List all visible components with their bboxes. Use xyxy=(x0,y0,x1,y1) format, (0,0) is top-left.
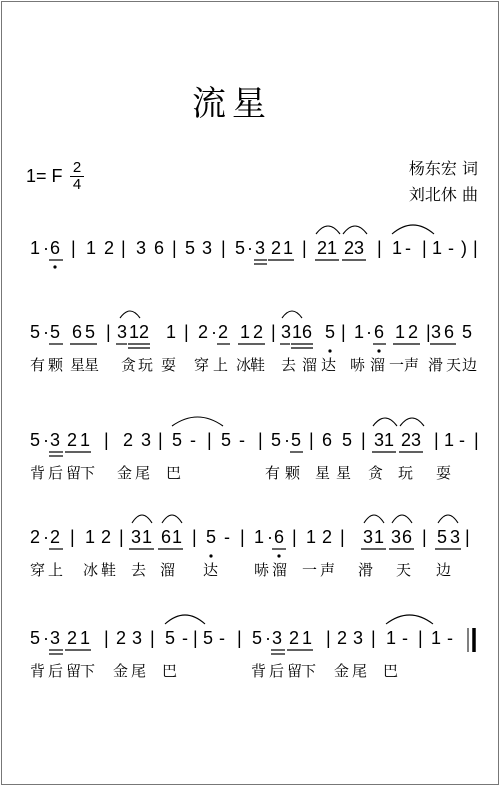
note: · xyxy=(267,527,273,547)
song-title: 流星 xyxy=(192,84,272,124)
note: 2 xyxy=(289,628,300,648)
note: - xyxy=(459,430,465,450)
note: 1 xyxy=(80,430,91,450)
lyric-char: 巴 xyxy=(383,662,399,680)
composer-role: 曲 xyxy=(461,185,480,204)
note: 1 xyxy=(142,527,153,547)
note: 3 xyxy=(411,430,422,450)
meter-top: 2 xyxy=(70,160,84,177)
note: · xyxy=(247,238,253,258)
note: 5 xyxy=(221,430,232,450)
note: 3 xyxy=(117,322,128,342)
note: - xyxy=(224,527,230,547)
slur-arc xyxy=(120,311,140,318)
note: 2 xyxy=(317,238,328,258)
lyric-char: 一 xyxy=(302,561,318,579)
note: 2 xyxy=(101,527,112,547)
note: 5 xyxy=(291,430,302,450)
note: 5 xyxy=(325,322,336,342)
note: 3 xyxy=(374,430,385,450)
slur-arc xyxy=(132,515,152,523)
note: 3 xyxy=(431,322,442,342)
octave-dot xyxy=(277,554,280,557)
lyric-char: 背 xyxy=(30,464,46,482)
note: 1 xyxy=(395,322,406,342)
note: 5 xyxy=(30,430,41,450)
barline: | xyxy=(207,430,212,450)
lyric-char: 声 xyxy=(320,561,336,579)
slur-arc xyxy=(364,515,384,523)
lyric-char: 金 xyxy=(117,464,133,482)
lyric-char: 耍 xyxy=(436,464,452,482)
note: 2 xyxy=(337,628,348,648)
note: - xyxy=(402,628,408,648)
lyric-char: 留 xyxy=(66,662,82,680)
lyric-char: 冰 xyxy=(236,356,252,374)
slur-arc xyxy=(400,418,424,426)
lyric-char: 一 xyxy=(389,356,405,374)
barline: | xyxy=(106,322,111,342)
lyric-char: 滑 xyxy=(428,356,444,374)
lyric-char: 背 xyxy=(251,662,267,680)
note: 5 xyxy=(50,322,61,342)
note: · xyxy=(284,430,290,450)
note: 1 xyxy=(327,238,338,258)
barline: | xyxy=(434,430,439,450)
note: 6 xyxy=(72,322,83,342)
note: 3 xyxy=(450,527,461,547)
lyric-char: 有 xyxy=(265,464,281,482)
lyric-char: 达 xyxy=(321,356,337,374)
note: 2 xyxy=(104,238,115,258)
barline: | xyxy=(237,628,242,648)
note: ) xyxy=(461,238,467,258)
note: 1 xyxy=(354,322,365,342)
note: 6 xyxy=(274,527,285,547)
barline: | xyxy=(258,430,263,450)
barline: | xyxy=(70,527,75,547)
note: · xyxy=(43,628,49,648)
note: 5 xyxy=(437,527,448,547)
note: · xyxy=(366,322,372,342)
lyric-char: 巴 xyxy=(166,464,182,482)
lyric-char: 上 xyxy=(48,561,64,579)
lyric-char: 溜 xyxy=(272,561,288,579)
note: 2 xyxy=(322,527,333,547)
note: 5 xyxy=(235,238,246,258)
lyric-char: 金 xyxy=(334,662,350,680)
barline: | xyxy=(240,527,245,547)
lyric-char: 哧 xyxy=(254,561,270,579)
lyricist-role: 词 xyxy=(461,159,480,178)
note: 3 xyxy=(132,628,143,648)
lyric-char: 尾 xyxy=(352,662,368,680)
note: 1 xyxy=(432,238,443,258)
note: 3 xyxy=(281,322,292,342)
lyric-char: 星 xyxy=(336,464,352,482)
lyric-char: 玩 xyxy=(398,464,414,482)
note: 1 xyxy=(80,628,91,648)
note: 1 xyxy=(166,322,177,342)
barline: | xyxy=(418,628,423,648)
note: - xyxy=(447,628,453,648)
lyric-char: 颗 xyxy=(285,464,301,482)
note: - xyxy=(239,430,245,450)
note: 5 xyxy=(252,628,263,648)
note: 3 xyxy=(50,430,61,450)
lyric-char: 天 xyxy=(396,561,412,579)
note: · xyxy=(43,322,49,342)
barline: | xyxy=(302,238,307,258)
note: 2 xyxy=(139,322,150,342)
lyric-char: 溜 xyxy=(302,356,318,374)
note: · xyxy=(211,322,217,342)
octave-dot xyxy=(53,265,56,268)
lyric-char: 巴 xyxy=(162,662,178,680)
note: 5 xyxy=(203,628,214,648)
lyric-char: 星 xyxy=(315,464,331,482)
note: 5 xyxy=(271,430,282,450)
note: 2 xyxy=(253,322,264,342)
note: 3 xyxy=(353,628,364,648)
lyric-char: 去 xyxy=(131,561,147,579)
lyric-char: 有 xyxy=(30,356,46,374)
note: 2 xyxy=(271,238,282,258)
barline: | xyxy=(121,238,126,258)
barline: | xyxy=(361,430,366,450)
lyric-char: 溜 xyxy=(160,561,176,579)
lyric-char: 声 xyxy=(404,356,420,374)
lyric-char: 穿 xyxy=(194,356,210,374)
lyric-char: 边 xyxy=(462,356,478,374)
note: 5 xyxy=(85,322,96,342)
slur-arc xyxy=(172,417,223,426)
barline: | xyxy=(184,322,189,342)
note: 5 xyxy=(342,430,353,450)
slur-arc xyxy=(162,515,182,523)
note: 1 xyxy=(374,527,385,547)
note: 6 xyxy=(402,527,413,547)
barline: | xyxy=(426,322,431,342)
note: 3 xyxy=(136,238,147,258)
lyric-char: 留 xyxy=(66,464,82,482)
barline: | xyxy=(340,527,345,547)
note: 3 xyxy=(391,527,402,547)
note: 1 xyxy=(306,527,317,547)
lyric-char: 鞋 xyxy=(250,356,266,374)
lyric-char: 贪 xyxy=(121,356,137,374)
note: · xyxy=(265,628,271,648)
barline: | xyxy=(193,628,198,648)
lyric-char: 后 xyxy=(269,662,285,680)
lyric-char: 下 xyxy=(80,464,96,482)
note: 3 xyxy=(50,628,61,648)
note: 3 xyxy=(141,430,152,450)
note: 1 xyxy=(283,238,294,258)
note: 1 xyxy=(129,322,140,342)
note: 1 xyxy=(240,322,251,342)
note: · xyxy=(43,527,49,547)
octave-dot xyxy=(377,349,380,352)
note: - xyxy=(182,628,188,648)
note: 1 xyxy=(302,628,313,648)
note: 3 xyxy=(272,628,283,648)
note: 2 xyxy=(116,628,127,648)
slur-arc xyxy=(392,515,412,523)
barline: | xyxy=(271,322,276,342)
note: 6 xyxy=(154,238,165,258)
barline: | xyxy=(292,527,297,547)
barline: | xyxy=(326,628,331,648)
slur-arc xyxy=(392,225,434,234)
lyric-char: 尾 xyxy=(135,464,151,482)
note: 2 xyxy=(123,430,134,450)
lyric-char: 下 xyxy=(301,662,317,680)
lyric-char: 哧 xyxy=(350,356,366,374)
barline: | xyxy=(119,527,124,547)
slur-arc xyxy=(316,226,340,234)
note: 2 xyxy=(50,527,61,547)
note: 2 xyxy=(30,527,41,547)
lyric-char: 穿 xyxy=(30,561,46,579)
note: 6 xyxy=(161,527,172,547)
note: 5 xyxy=(172,430,183,450)
lyric-char: 星 xyxy=(84,356,100,374)
lyric-char: 下 xyxy=(80,662,96,680)
note: 2 xyxy=(344,238,355,258)
lyric-char: 上 xyxy=(213,356,229,374)
note: 5 xyxy=(462,322,473,342)
slur-arc xyxy=(282,311,302,318)
meter-bottom: 4 xyxy=(72,176,82,193)
note: · xyxy=(43,430,49,450)
lyric-char: 颗 xyxy=(48,356,64,374)
barline: | xyxy=(465,527,470,547)
note: 1 xyxy=(172,527,183,547)
note: 2 xyxy=(218,322,229,342)
slur-arc xyxy=(373,418,397,426)
note: 6 xyxy=(374,322,385,342)
note: 5 xyxy=(206,527,217,547)
note: 2 xyxy=(198,322,209,342)
lyric-char: 天 xyxy=(446,356,462,374)
note: - xyxy=(448,238,454,258)
lyric-char: 耍 xyxy=(161,356,177,374)
note: 1 xyxy=(444,430,455,450)
note: 6 xyxy=(322,430,333,450)
note: 3 xyxy=(363,527,374,547)
note: 6 xyxy=(302,322,313,342)
barline: | xyxy=(473,238,478,258)
note: 3 xyxy=(131,527,142,547)
note: 6 xyxy=(50,238,61,258)
slur-arc xyxy=(165,615,205,624)
barline: | xyxy=(158,430,163,450)
barline: | xyxy=(474,430,479,450)
note: 1 xyxy=(384,430,395,450)
note: 1 xyxy=(85,527,96,547)
barline: | xyxy=(71,238,76,258)
note: 1 xyxy=(30,238,41,258)
composer-name: 刘北休 xyxy=(408,185,457,204)
note: - xyxy=(190,430,196,450)
note: 1 xyxy=(254,527,265,547)
note: 5 xyxy=(185,238,196,258)
note: 2 xyxy=(67,628,78,648)
note: - xyxy=(405,238,411,258)
note: 2 xyxy=(401,430,412,450)
note: 3 xyxy=(255,238,266,258)
note: 5 xyxy=(165,628,176,648)
lyric-char: 留 xyxy=(287,662,303,680)
lyric-char: 去 xyxy=(281,356,297,374)
barline: | xyxy=(422,527,427,547)
note: 1 xyxy=(292,322,303,342)
note: · xyxy=(43,238,49,258)
barline: | xyxy=(341,322,346,342)
lyric-char: 溜 xyxy=(370,356,386,374)
barline: | xyxy=(104,628,109,648)
note: 1 xyxy=(386,628,397,648)
barline: | xyxy=(221,238,226,258)
barline: | xyxy=(422,238,427,258)
note: 3 xyxy=(354,238,365,258)
lyric-char: 达 xyxy=(203,561,219,579)
note: 1 xyxy=(431,628,442,648)
slur-arc xyxy=(438,515,458,523)
lyric-char: 金 xyxy=(113,662,129,680)
lyric-char: 背 xyxy=(30,662,46,680)
lyric-char: 后 xyxy=(48,662,64,680)
note: 1 xyxy=(392,238,403,258)
lyric-char: 尾 xyxy=(131,662,147,680)
note: - xyxy=(219,628,225,648)
barline: | xyxy=(192,527,197,547)
lyric-char: 鞋 xyxy=(101,561,117,579)
note: 5 xyxy=(30,322,41,342)
note: 6 xyxy=(444,322,455,342)
lyric-char: 贪 xyxy=(368,464,384,482)
barline: | xyxy=(150,628,155,648)
lyric-char: 滑 xyxy=(358,561,374,579)
lyric-char: 玩 xyxy=(138,356,154,374)
octave-dot xyxy=(328,349,331,352)
barline: | xyxy=(172,238,177,258)
note: 2 xyxy=(67,430,78,450)
barline: | xyxy=(371,628,376,648)
note: 1 xyxy=(86,238,97,258)
lyric-char: 冰 xyxy=(83,561,99,579)
lyricist-name: 杨东宏 xyxy=(408,159,457,178)
slur-arc xyxy=(386,615,433,624)
lyric-char: 边 xyxy=(436,561,452,579)
note: 2 xyxy=(408,322,419,342)
note: 5 xyxy=(30,628,41,648)
barline: | xyxy=(309,430,314,450)
lyric-char: 后 xyxy=(48,464,64,482)
note: 3 xyxy=(202,238,213,258)
lyric-char: 星 xyxy=(70,356,86,374)
barline: | xyxy=(377,238,382,258)
key-signature: 1= F xyxy=(26,166,63,186)
barline: | xyxy=(104,430,109,450)
octave-dot xyxy=(209,554,212,557)
slur-arc xyxy=(343,226,367,234)
